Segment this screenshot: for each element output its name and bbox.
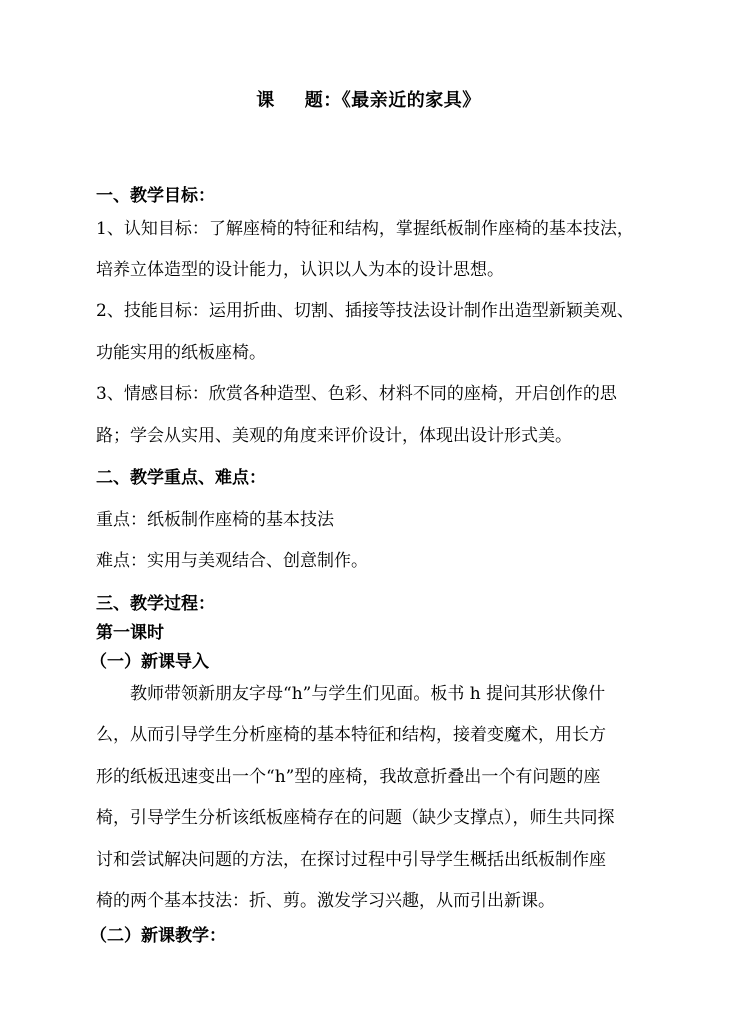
subsection-new-lesson-heading: （二）新课教学： (90, 926, 226, 946)
lesson-label: 第一课时 (96, 623, 164, 643)
lesson-title (0, 86, 737, 112)
paragraph-line: 形的纸板迅速变出一个“h”型的座椅，我故意折叠出一个有问题的座 (96, 767, 601, 787)
difficulty-line: 难点：实用与美观结合、创意制作。 (96, 551, 368, 571)
objective-line: 3、情感目标：欣赏各种造型、色彩、材料不同的座椅，开启创作的思 (96, 384, 617, 404)
paragraph-line: 么，从而引导学生分析座椅的基本特征和结构，接着变魔术，用长方 (96, 725, 606, 745)
title-label: 课 (256, 90, 275, 111)
section-heading-key-points: 二、教学重点、难点： (96, 468, 266, 488)
paragraph-line: 椅，引导学生分析该纸板座椅存在的问题（缺少支撑点），师生共同探 (96, 808, 615, 828)
paragraph-line: 椅的两个基本技法：折、剪。激发学习兴趣，从而引出新课。 (96, 891, 555, 911)
objective-line: 路；学会从实用、美观的角度来评价设计，体现出设计形式美。 (96, 426, 572, 446)
section-heading-objectives: 一、教学目标： (96, 186, 215, 206)
subsection-intro-heading: （一）新课导入 (90, 652, 209, 672)
paragraph-line: 讨和尝试解决问题的方法，在探讨过程中引导学生概括出纸板制作座 (96, 850, 606, 870)
title-name: 《最亲近的家具》 (341, 90, 481, 111)
title-label-2: 题： (304, 90, 342, 111)
objective-line: 1、认知目标：了解座椅的特征和结构，掌握纸板制作座椅的基本技法， (96, 219, 634, 239)
objective-line: 2、技能目标：运用折曲、切割、插接等技法设计制作出造型新颖美观、 (96, 301, 634, 321)
objective-line: 功能实用的纸板座椅。 (96, 343, 266, 363)
objective-line: 培养立体造型的设计能力，认识以人为本的设计思想。 (96, 260, 504, 280)
section-heading-process: 三、教学过程： (96, 594, 215, 614)
key-point-line: 重点：纸板制作座椅的基本技法 (96, 510, 334, 530)
paragraph-line: 教师带领新朋友字母“h”与学生们见面。板书 h 提问其形状像什 (96, 684, 606, 704)
